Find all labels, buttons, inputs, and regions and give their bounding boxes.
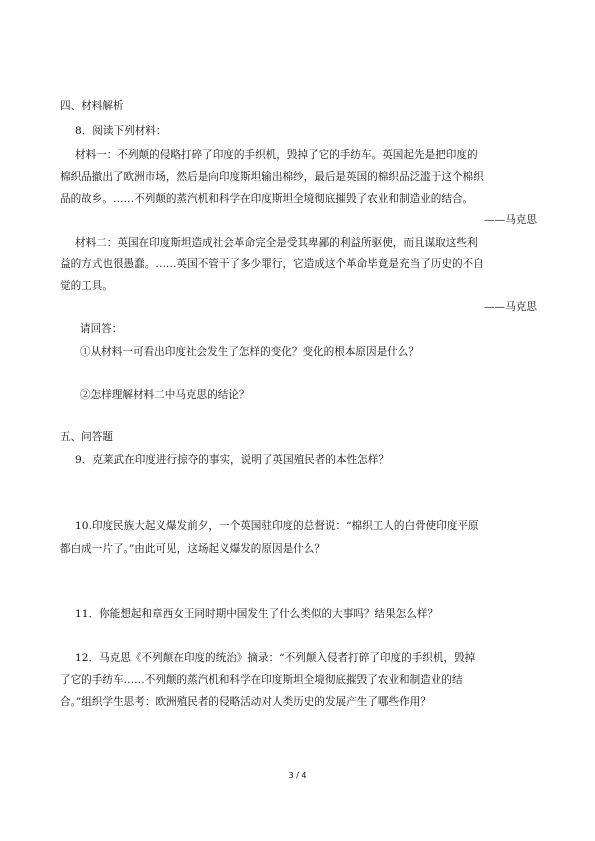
question-12-line-3: 合。”组织学生思考：欧洲殖民者的侵略活动对人类历史的发展产生了哪些作用？ <box>60 696 431 708</box>
question-11: 11．你能想起和章西女王同时期中国发生了什么类似的大事吗？结果怎么样？ <box>75 608 439 620</box>
answer-prompt: 请回答： <box>80 323 123 335</box>
material-2-line-3: 觉的工具。 <box>60 280 113 292</box>
page-number: 3 / 4 <box>288 771 307 780</box>
material-2-line-2: 益的方式也很愚蠢。……英国不管干了多少罪行，它造成这个革命毕竟是充当了历史的不自 <box>60 258 484 270</box>
question-12-line-1: 12．马克思《不列颠在印度的统治》摘录：“不列颠入侵者打碎了印度的手织机，毁掉 <box>75 652 476 664</box>
material-2-line-1: 材料二：英国在印度斯坦造成社会革命完全是受其卑鄙的利益所驱使，而且谋取这些利 <box>75 237 478 249</box>
section-4-heading: 四、材料解析 <box>60 100 124 112</box>
question-10-line-2: 都白成一片了。”由此可见，这场起义爆发的原因是什么？ <box>60 543 325 555</box>
question-12-line-2: 了它的手纺车……不列颠的蒸汽机和科学在印度斯坦全境彻底摧毁了农业和制造业的结 <box>60 674 463 686</box>
sub-question-1: ①从材料一可看出印度社会发生了怎样的变化？变化的根本原因是什么？ <box>80 346 419 358</box>
question-8-intro: 8．阅读下列材料： <box>75 125 167 137</box>
material-1-attribution: ——马克思 <box>484 214 537 226</box>
question-10-line-1: 10.印度民族大起义爆发前夕，一个英国驻印度的总督说：“棉织工人的白骨使印度平原 <box>75 520 479 532</box>
material-1-line-1: 材料一：不列颠的侵略打碎了印度的手织机，毁掉了它的手纺车。英国起先是把印度的 <box>75 149 478 161</box>
material-1-line-2: 棉织品撤出了欧洲市场，然后是向印度斯坦输出棉纱，最后是英国的棉织品泛滥于这个棉织 <box>60 171 484 183</box>
material-1-line-3: 品的故乡。……不列颠的蒸汽机和科学在印度斯坦全境彻底摧毁了农业和制造业的结合。 <box>60 193 474 205</box>
material-2-attribution: ——马克思 <box>484 301 537 313</box>
section-5-heading: 五、问答题 <box>60 431 113 443</box>
sub-question-2: ②怎样理解材料二中马克思的结论？ <box>80 389 250 401</box>
question-9: 9．克莱武在印度进行掠夺的事实，说明了英国殖民者的本性怎样？ <box>75 454 389 466</box>
